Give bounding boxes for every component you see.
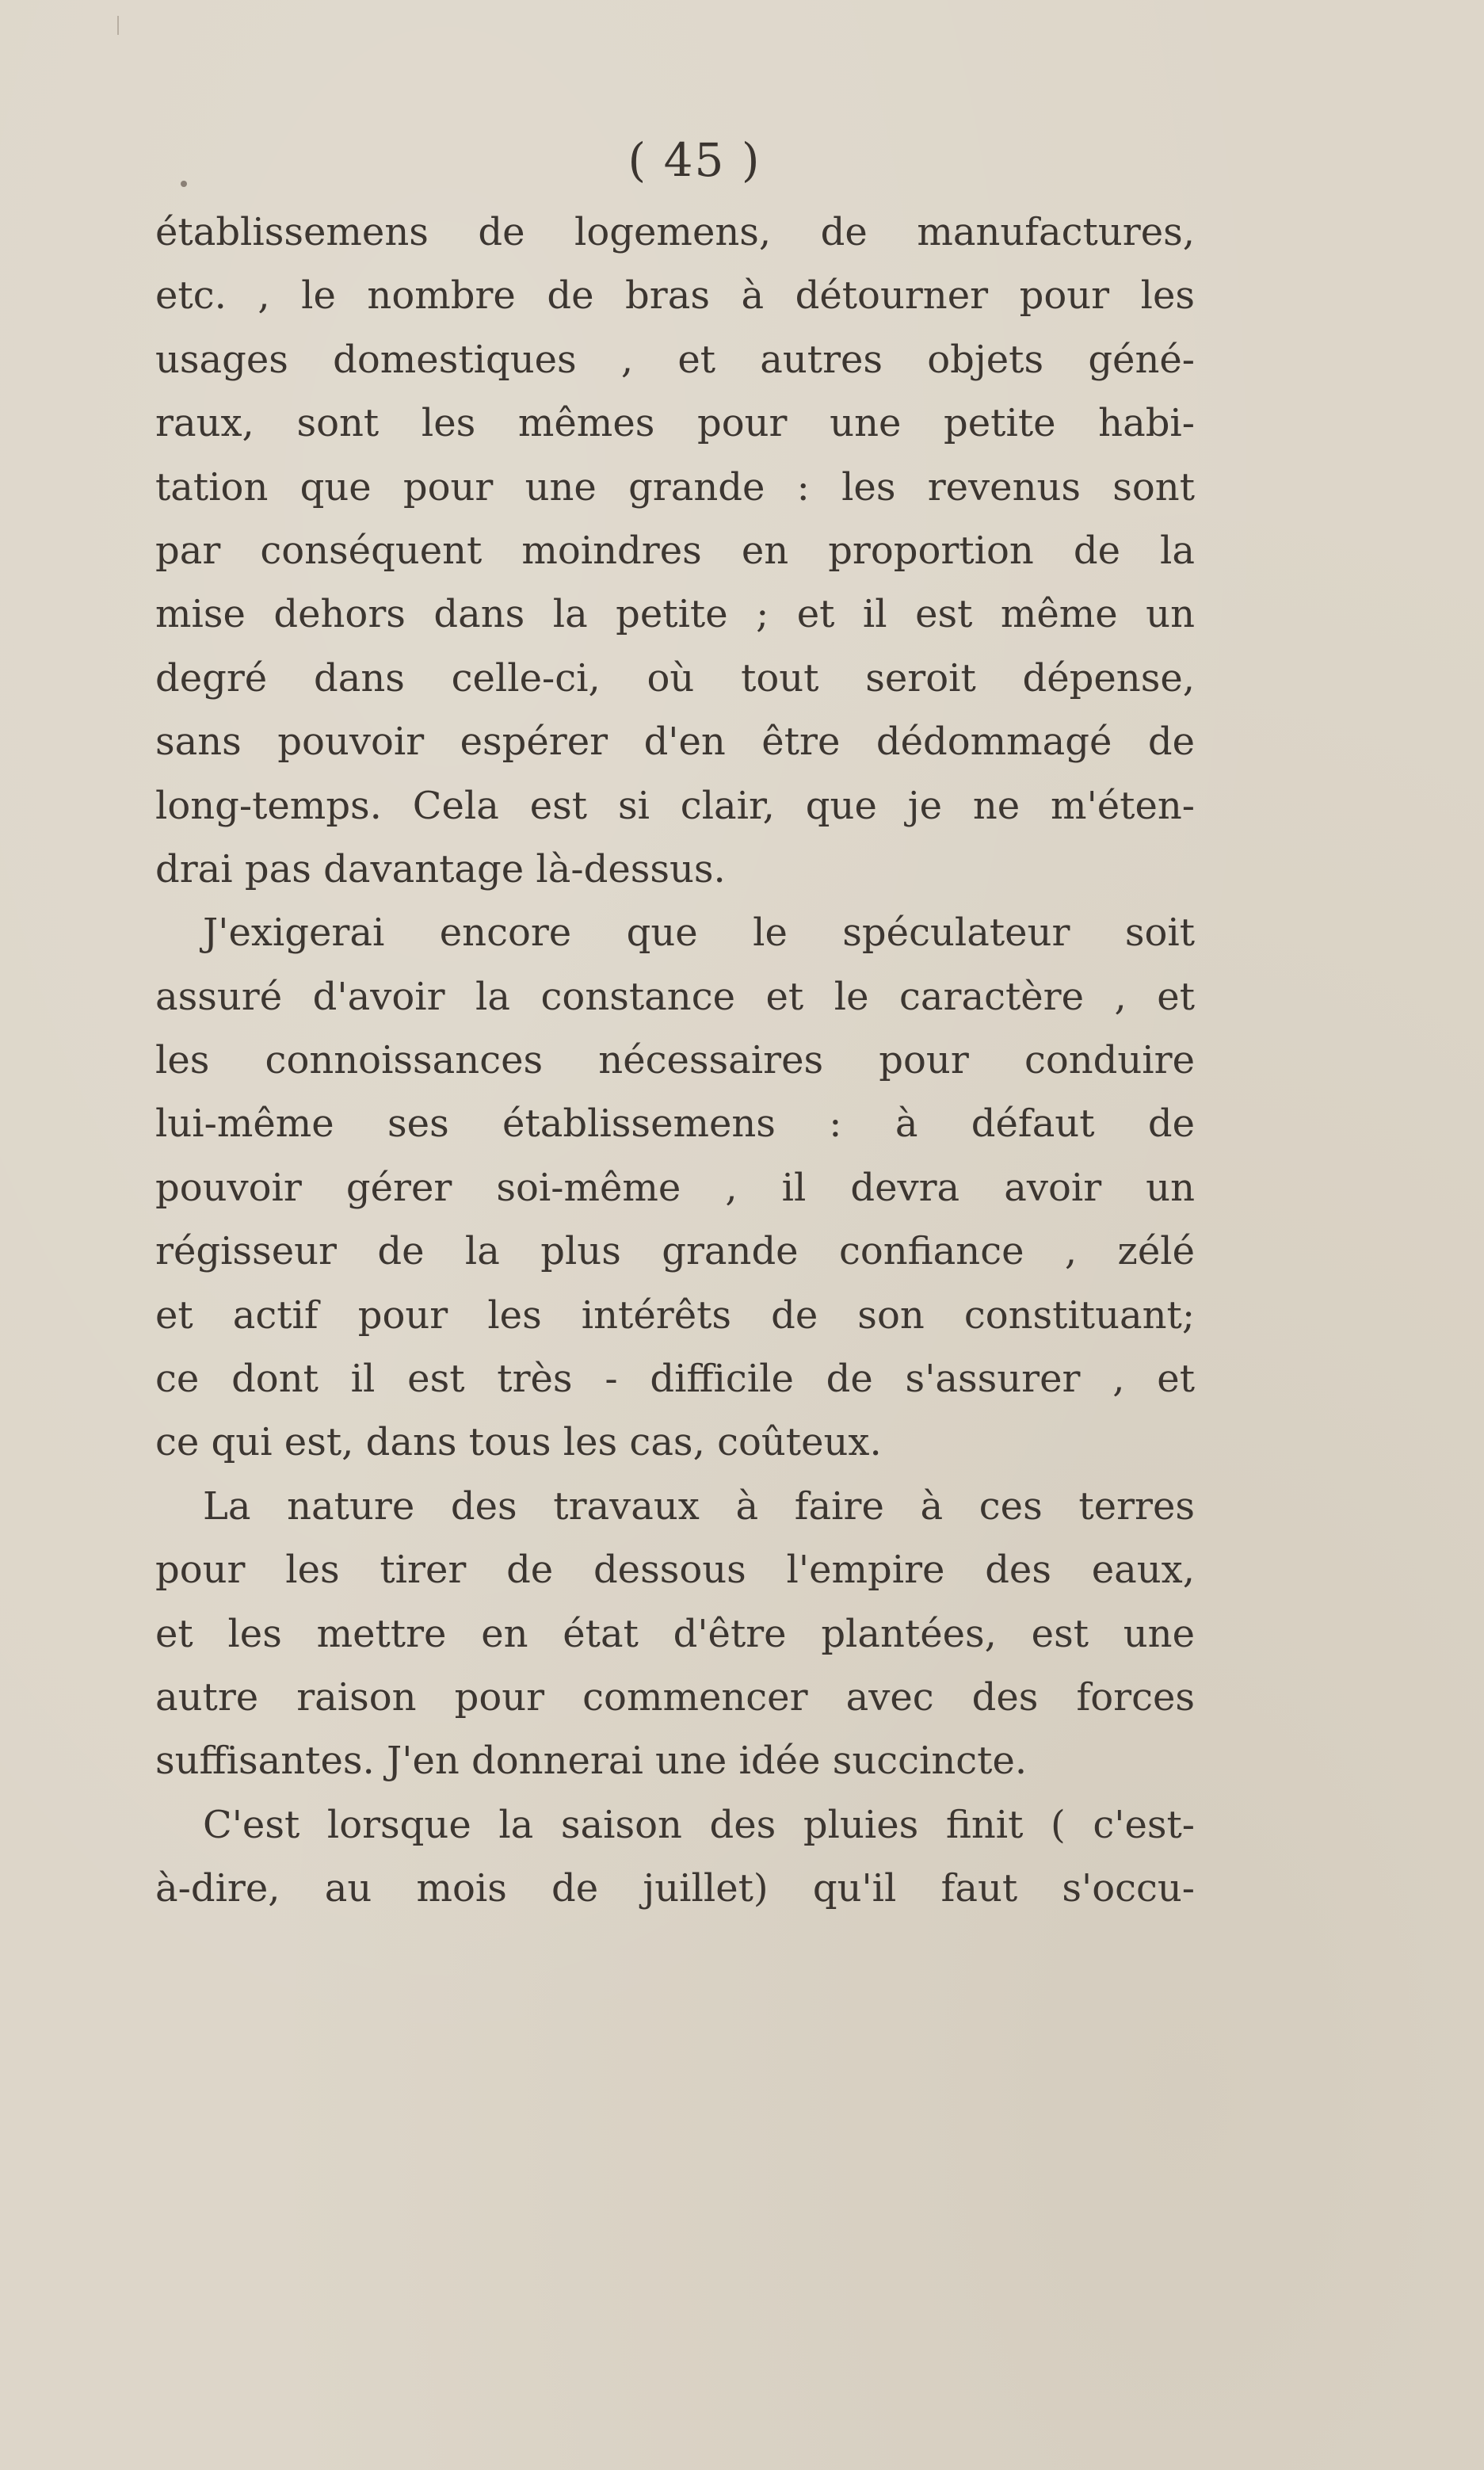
page-header xyxy=(0,133,1484,187)
text-line: par conséquent moindres en proportion de la xyxy=(155,528,1195,573)
text-line: autre raison pour commencer avec des forces xyxy=(155,1674,1195,1720)
text-line: assuré d'avoir la constance et le caractère , et xyxy=(155,974,1195,1019)
text-line: usages domestiques , et autres objets géné- xyxy=(155,337,1195,382)
text-line: régisseur de la plus grande confiance , zélé xyxy=(155,1229,1195,1274)
text-line: sans pouvoir espérer d'en être dédommagé de xyxy=(155,720,1195,765)
text-line: drai pas davantage là-dessus. xyxy=(155,846,726,891)
text-line: suffisantes. J'en donnerai une idée succincte. xyxy=(155,1739,1028,1784)
text-line: ce qui est, dans tous les cas, coûteux. xyxy=(155,1420,882,1465)
body-text xyxy=(155,200,1195,1921)
text-line: et les mettre en état d'être plantées, est une xyxy=(155,1611,1195,1656)
text-line: degré dans celle-ci, où tout seroit dépense, xyxy=(155,655,1195,701)
text-line: établissemens de logemens, de manufactures, xyxy=(155,210,1195,254)
text-line: long-temps. Cela est si clair, que je ne m'éten- xyxy=(155,783,1195,828)
text-line: pouvoir gérer soi-même , il devra avoir un xyxy=(155,1165,1195,1210)
page-number: ( 45 ) xyxy=(628,133,761,187)
text-line: J'exigerai encore que le spéculateur soit xyxy=(203,911,1195,956)
text-line: tation que pour une grande : les revenus sont xyxy=(155,464,1195,510)
text-line: raux, sont les mêmes pour une petite habi- xyxy=(155,401,1195,446)
text-line: à-dire, au mois de juillet) qu'il faut s'occu- xyxy=(155,1866,1195,1911)
text-line: etc. , le nombre de bras à détourner pour les xyxy=(155,273,1195,319)
text-line: ce dont il est très - difficile de s'assurer , et xyxy=(155,1357,1195,1402)
text-line: et actif pour les intérêts de son constituant; xyxy=(155,1292,1195,1338)
text-line: pour les tirer de dessous l'empire des eaux, xyxy=(155,1548,1195,1593)
text-line: La nature des travaux à faire à ces terres xyxy=(203,1483,1195,1529)
text-line: mise dehors dans la petite ; et il est même un xyxy=(155,592,1195,637)
text-line: les connoissances nécessaires pour conduire xyxy=(155,1038,1195,1083)
text-line: lui-même ses établissemens : à défaut de xyxy=(155,1101,1195,1147)
scan-mark xyxy=(117,16,119,35)
text-line: C'est lorsque la saison des pluies finit ( c'est- xyxy=(203,1802,1195,1847)
